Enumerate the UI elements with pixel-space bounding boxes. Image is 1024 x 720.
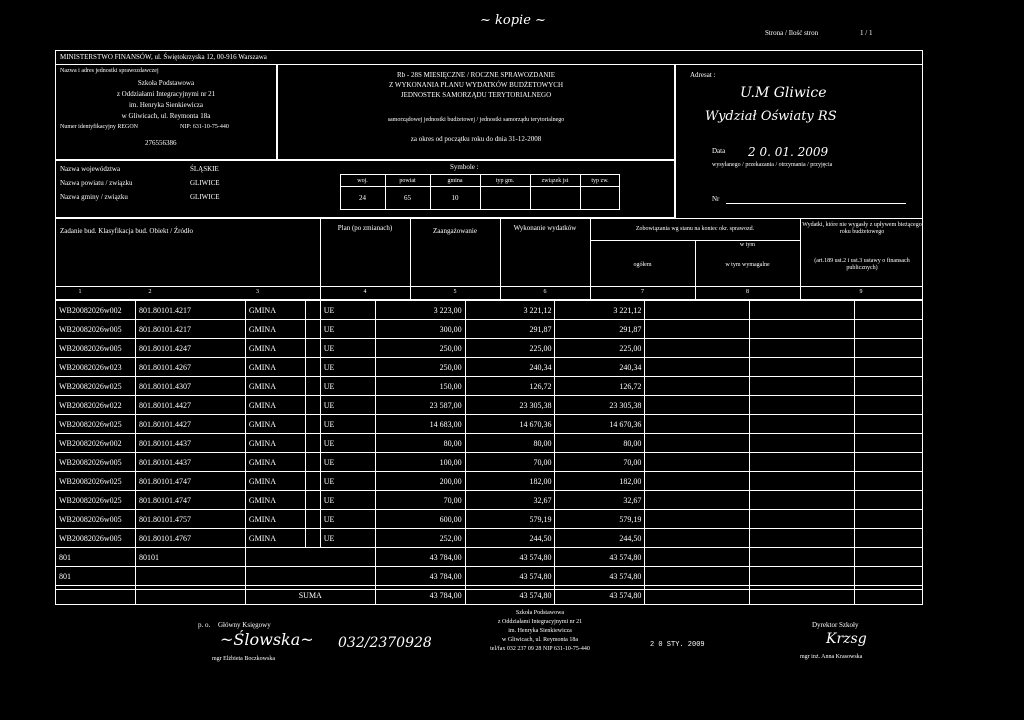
- cell-empty: [750, 377, 855, 396]
- cell-plan: 150,00: [375, 377, 465, 396]
- cell-exec: 126,72: [555, 377, 645, 396]
- cell-plan: 300,00: [375, 320, 465, 339]
- cell-empty: [750, 415, 855, 434]
- recipient-handwritten-2: Wydział Oświaty RS: [705, 109, 837, 124]
- total: [56, 586, 923, 605]
- regon-label: Numer identyfikacyjny REGON: [60, 124, 138, 130]
- cell-obj: GMINA: [245, 415, 305, 434]
- sender-label: Nazwa i adres jednostki sprawozdawczej: [60, 68, 159, 74]
- cell-empty: [855, 491, 923, 510]
- subtotal1-b: 80101: [135, 548, 245, 567]
- recipient-handwritten-1: U.M Gliwice: [740, 85, 827, 101]
- cell-src: UE: [320, 339, 375, 358]
- cell-obj: GMINA: [245, 339, 305, 358]
- col-header-nonexpiring-sub: (art.189 ust.2 i ust.3 ustawy o finansach publicznych): [814, 258, 910, 271]
- cell-plan: 200,00: [375, 472, 465, 491]
- cell-empty: [855, 415, 923, 434]
- cell-empty: [855, 434, 923, 453]
- cell-empty: [750, 301, 855, 320]
- cell-task: WB20082026w023: [56, 358, 136, 377]
- cell-empty: [750, 434, 855, 453]
- cell-obj: GMINA: [245, 434, 305, 453]
- cell-src: UE: [320, 529, 375, 548]
- total-commit: 43 574,80: [465, 586, 555, 605]
- accountant-name: mgr Elżbieta Boczkowska: [212, 656, 275, 662]
- col-number-7: 7: [641, 289, 644, 295]
- cell-plan: 600,00: [375, 510, 465, 529]
- table-row: [56, 320, 923, 339]
- cell-plan: 80,00: [375, 434, 465, 453]
- cell-empty: [855, 548, 923, 567]
- cell-empty: [750, 510, 855, 529]
- symbol-header-gmina: gmina: [447, 178, 463, 184]
- col-number-9: 9: [859, 289, 863, 295]
- cell-empty: [305, 529, 320, 548]
- cell-exec: 23 305,38: [555, 396, 645, 415]
- recipient-label: Adresat :: [690, 71, 716, 79]
- cell-exec: 14 670,36: [555, 415, 645, 434]
- cell-obj: GMINA: [245, 529, 305, 548]
- symbol-header-zwiazek: związek jst: [541, 178, 569, 184]
- cell-src: UE: [320, 491, 375, 510]
- date-stamp: 2 0 STY. 2009: [650, 641, 705, 649]
- cell-obj: GMINA: [245, 320, 305, 339]
- table-row: [56, 510, 923, 529]
- col-number-6: 6: [543, 289, 547, 295]
- cell-commit: 579,19: [465, 510, 555, 529]
- phone-handwritten: 032/2370928: [338, 635, 432, 651]
- col-header-debt: Zobowiązania wg stanu na koniec okr. sprawozd.: [635, 226, 755, 232]
- cell-empty: [855, 472, 923, 491]
- cell-task: WB20082026w005: [56, 339, 136, 358]
- subtotal1-plan: 43 784,00: [375, 548, 465, 567]
- cell-empty: [645, 396, 750, 415]
- cell-src: UE: [320, 396, 375, 415]
- accountant-prefix: p. o.: [198, 621, 211, 629]
- table-row: [56, 377, 923, 396]
- cell-task: WB20082026w005: [56, 320, 136, 339]
- cell-empty: [645, 339, 750, 358]
- cell-plan: 252,00: [375, 529, 465, 548]
- symbol-value-woj: 24: [359, 194, 366, 202]
- cell-empty: [645, 548, 750, 567]
- accountant-signature: ~Ślowska~: [220, 630, 314, 649]
- cell-empty: [750, 548, 855, 567]
- col-header-debt-due: w tym wymagalne: [725, 262, 770, 268]
- cell-empty: [750, 396, 855, 415]
- cell-cls: 801.80101.4267: [135, 358, 245, 377]
- cell-src: UE: [320, 320, 375, 339]
- cell-task: WB20082026w025: [56, 415, 136, 434]
- col-number-3: 3: [256, 289, 259, 295]
- col-number-8: 8: [746, 289, 749, 295]
- cell-empty: [750, 491, 855, 510]
- col-header-left: Zadanie bud. Klasyfikacja bud. Obiekt / Źródło: [60, 227, 193, 235]
- sender-line-4: w Gliwicach, ul. Reymonta 18a: [121, 112, 211, 120]
- cell-obj: GMINA: [245, 472, 305, 491]
- cell-commit: 70,00: [465, 453, 555, 472]
- subtotal2-label: [245, 567, 375, 586]
- sender-code: 276556386: [145, 139, 177, 147]
- cell-commit: 14 670,36: [465, 415, 555, 434]
- sender-line-1: Szkoła Podstawowa: [137, 79, 195, 87]
- cell-plan: 100,00: [375, 453, 465, 472]
- subtotal2-plan: 43 784,00: [375, 567, 465, 586]
- cell-empty: [855, 529, 923, 548]
- subtotal1-label: [245, 548, 375, 567]
- school-line-5: tel/fax 032 237 09 28 NIP 631-10-75-440: [490, 646, 590, 652]
- cell-commit: 291,87: [465, 320, 555, 339]
- cell-cls: 801.80101.4427: [135, 396, 245, 415]
- symbol-header-powiat: powiat: [399, 178, 416, 184]
- sent-label: wysyłanego / przekazania / otrzymania / przyjęcia: [712, 162, 833, 168]
- cell-empty: [855, 586, 923, 605]
- cell-empty: [645, 358, 750, 377]
- cell-empty: [645, 434, 750, 453]
- page-label: Strona / Ilość stron: [765, 29, 819, 37]
- total-exec: 43 574,80: [555, 586, 645, 605]
- school-line-3: im. Henryka Sienkiewicza: [508, 628, 572, 634]
- table-row: [56, 396, 923, 415]
- cell-cls: 801.80101.4437: [135, 434, 245, 453]
- table-row: [56, 453, 923, 472]
- total-b: [135, 586, 245, 605]
- cell-empty: [750, 339, 855, 358]
- cell-empty: [645, 567, 750, 586]
- cell-exec: 240,34: [555, 358, 645, 377]
- cell-task: WB20082026w025: [56, 491, 136, 510]
- cell-commit: 126,72: [465, 377, 555, 396]
- symbol-header-woj: woj.: [357, 178, 368, 184]
- symbols-label: Symbole :: [450, 163, 479, 171]
- county-label: Nazwa powiatu / związku: [60, 179, 133, 187]
- subtotal1-a: 801: [56, 548, 136, 567]
- cell-exec: 244,50: [555, 529, 645, 548]
- cell-empty: [305, 472, 320, 491]
- school-line-1: Szkoła Podstawowa: [515, 610, 565, 616]
- cell-task: WB20082026w002: [56, 301, 136, 320]
- cell-exec: 225,00: [555, 339, 645, 358]
- cell-src: UE: [320, 453, 375, 472]
- col-header-exec: Wykonanie wydatków: [513, 224, 577, 232]
- cell-empty: [645, 472, 750, 491]
- cell-empty: [855, 396, 923, 415]
- cell-empty: [645, 320, 750, 339]
- copy-stamp: ~ kopie ~: [480, 13, 546, 28]
- table-row: [56, 415, 923, 434]
- cell-exec: 182,00: [555, 472, 645, 491]
- cell-cls: 801.80101.4217: [135, 301, 245, 320]
- regon-value: NIP: 631-10-75-440: [180, 124, 229, 130]
- cell-empty: [645, 453, 750, 472]
- table-row: [56, 472, 923, 491]
- cell-task: WB20082026w005: [56, 453, 136, 472]
- nr-label: Nr: [712, 195, 720, 203]
- table-row: [56, 301, 923, 320]
- cell-empty: [750, 453, 855, 472]
- cell-empty: [855, 320, 923, 339]
- cell-obj: GMINA: [245, 396, 305, 415]
- subtotal1-exec: 43 574,80: [555, 548, 645, 567]
- cell-empty: [645, 586, 750, 605]
- cell-cls: 801.80101.4307: [135, 377, 245, 396]
- voivodeship-value: ŚLĄSKIE: [190, 165, 219, 173]
- cell-commit: 244,50: [465, 529, 555, 548]
- total-plan: 43 784,00: [375, 586, 465, 605]
- cell-empty: [305, 339, 320, 358]
- cell-task: WB20082026w025: [56, 377, 136, 396]
- cell-exec: 291,87: [555, 320, 645, 339]
- report-line-2: Z WYKONANIA PLANU WYDATKÓW BUDŻETOWYCH: [388, 81, 564, 89]
- cell-src: UE: [320, 301, 375, 320]
- cell-plan: 23 587,00: [375, 396, 465, 415]
- subtotal2-exec: 43 574,80: [555, 567, 645, 586]
- cell-commit: 23 305,38: [465, 396, 555, 415]
- col-header-w-tym: w tym: [739, 242, 756, 248]
- col-number-2: 2: [148, 289, 152, 295]
- cell-empty: [305, 377, 320, 396]
- cell-empty: [645, 491, 750, 510]
- cell-commit: 182,00: [465, 472, 555, 491]
- cell-task: WB20082026w002: [56, 434, 136, 453]
- report-line-3: JEDNOSTEK SAMORZĄDU TERYTORIALNEGO: [400, 91, 552, 99]
- cell-obj: GMINA: [245, 377, 305, 396]
- cell-exec: 3 221,12: [555, 301, 645, 320]
- cell-cls: 801.80101.4247: [135, 339, 245, 358]
- cell-obj: GMINA: [245, 491, 305, 510]
- date-label: Data: [712, 147, 726, 155]
- cell-empty: [645, 529, 750, 548]
- cell-empty: [305, 434, 320, 453]
- total-label: SUMA: [245, 586, 375, 605]
- table-row: [56, 434, 923, 453]
- table-row: [56, 339, 923, 358]
- cell-empty: [305, 301, 320, 320]
- cell-empty: [855, 453, 923, 472]
- col-header-commit: Zaangażowanie: [433, 227, 477, 235]
- cell-empty: [305, 453, 320, 472]
- col-header-nonexpiring: Wydatki, które nie wygasły z upływem bieżącego roku budżetowego: [802, 222, 922, 235]
- subtotal2-commit: 43 574,80: [465, 567, 555, 586]
- cell-cls: 801.80101.4747: [135, 491, 245, 510]
- col-number-1: 1: [78, 289, 82, 295]
- cell-empty: [855, 377, 923, 396]
- symbol-value-gmina: 10: [451, 194, 459, 202]
- director-name: mgr inż. Anna Krasowska: [800, 654, 863, 660]
- cell-plan: 250,00: [375, 339, 465, 358]
- col-number-4: 4: [363, 289, 367, 295]
- cell-empty: [305, 358, 320, 377]
- cell-task: WB20082026w025: [56, 472, 136, 491]
- cell-empty: [305, 396, 320, 415]
- cell-empty: [305, 491, 320, 510]
- cell-empty: [305, 415, 320, 434]
- cell-commit: 225,00: [465, 339, 555, 358]
- col-header-plan: Plan (po zmianach): [337, 224, 393, 232]
- data-table: [55, 300, 923, 605]
- cell-commit: 80,00: [465, 434, 555, 453]
- cell-cls: 801.80101.4427: [135, 415, 245, 434]
- cell-empty: [750, 567, 855, 586]
- cell-empty: [645, 377, 750, 396]
- cell-empty: [750, 586, 855, 605]
- commune-value: GLIWICE: [190, 193, 220, 201]
- cell-exec: 80,00: [555, 434, 645, 453]
- cell-plan: 70,00: [375, 491, 465, 510]
- report-line-1: Rb - 28S MIESIĘCZNE / ROCZNE SPRAWOZDANIE: [396, 71, 556, 79]
- commune-label: Nazwa gminy / związku: [60, 193, 128, 201]
- subtotal2-b: [135, 567, 245, 586]
- symbol-header-typ-gm: typ gm.: [495, 178, 515, 184]
- cell-src: UE: [320, 434, 375, 453]
- cell-task: WB20082026w022: [56, 396, 136, 415]
- subtotal1: [56, 548, 923, 567]
- cell-plan: 250,00: [375, 358, 465, 377]
- school-line-2: z Oddziałami Integracyjnymi nr 21: [497, 619, 583, 625]
- cell-task: WB20082026w005: [56, 510, 136, 529]
- cell-cls: 801.80101.4767: [135, 529, 245, 548]
- cell-src: UE: [320, 510, 375, 529]
- date-value: 2 0. 01. 2009: [748, 145, 829, 159]
- cell-exec: 32,67: [555, 491, 645, 510]
- total-a: [56, 586, 136, 605]
- subtotal2: [56, 567, 923, 586]
- table-row: [56, 358, 923, 377]
- symbol-value-powiat: 65: [404, 194, 411, 202]
- cell-empty: [305, 510, 320, 529]
- cell-commit: 240,34: [465, 358, 555, 377]
- cell-cls: 801.80101.4757: [135, 510, 245, 529]
- cell-empty: [645, 301, 750, 320]
- cell-empty: [750, 529, 855, 548]
- subtotal1-commit: 43 574,80: [465, 548, 555, 567]
- cell-cls: 801.80101.4747: [135, 472, 245, 491]
- cell-src: UE: [320, 472, 375, 491]
- cell-exec: 579,19: [555, 510, 645, 529]
- report-period: za okres od początku roku do dnia 31-12-2008: [410, 135, 542, 143]
- cell-obj: GMINA: [245, 510, 305, 529]
- cell-empty: [855, 510, 923, 529]
- cell-src: UE: [320, 415, 375, 434]
- cell-src: UE: [320, 358, 375, 377]
- director-signature: Krzsg: [826, 631, 867, 647]
- ministry-line: MINISTERSTWO FINANSÓW, ul. Świętokrzyska 12, 00-916 Warszawa: [60, 53, 267, 61]
- cell-task: WB20082026w005: [56, 529, 136, 548]
- school-line-4: w Gliwicach, ul. Reymonta 18a: [502, 637, 578, 643]
- subtotal2-a: 801: [56, 567, 136, 586]
- cell-empty: [645, 510, 750, 529]
- col-number-5: 5: [453, 289, 457, 295]
- county-value: GLIWICE: [190, 179, 220, 187]
- cell-empty: [855, 339, 923, 358]
- sender-line-2: z Oddziałami Integracyjnymi nr 21: [116, 90, 216, 98]
- symbol-header-typ-zw: typ zw.: [591, 178, 609, 184]
- cell-empty: [855, 358, 923, 377]
- voivodeship-label: Nazwa województwa: [60, 165, 121, 173]
- cell-empty: [645, 415, 750, 434]
- cell-obj: GMINA: [245, 453, 305, 472]
- accountant-title: Główny Księgowy: [218, 621, 271, 629]
- cell-empty: [750, 472, 855, 491]
- table-row: [56, 529, 923, 548]
- cell-src: UE: [320, 377, 375, 396]
- report-subtitle: samorządowej jednostki budżetowej / jednostki samorządu terytorialnego: [387, 117, 565, 123]
- cell-obj: GMINA: [245, 358, 305, 377]
- page-value: 1 / 1: [860, 29, 873, 37]
- table-row: [56, 491, 923, 510]
- sender-line-3: im. Henryka Sienkiewicza: [128, 101, 204, 109]
- cell-plan: 3 223,00: [375, 301, 465, 320]
- cell-empty: [855, 567, 923, 586]
- cell-obj: GMINA: [245, 301, 305, 320]
- cell-plan: 14 683,00: [375, 415, 465, 434]
- cell-empty: [750, 358, 855, 377]
- col-header-debt-total: ogółem: [633, 262, 652, 268]
- cell-commit: 3 221,12: [465, 301, 555, 320]
- cell-commit: 32,67: [465, 491, 555, 510]
- cell-empty: [750, 320, 855, 339]
- cell-exec: 70,00: [555, 453, 645, 472]
- director-title: Dyrektor Szkoły: [812, 621, 859, 629]
- cell-cls: 801.80101.4217: [135, 320, 245, 339]
- cell-empty: [855, 301, 923, 320]
- cell-empty: [305, 320, 320, 339]
- cell-cls: 801.80101.4437: [135, 453, 245, 472]
